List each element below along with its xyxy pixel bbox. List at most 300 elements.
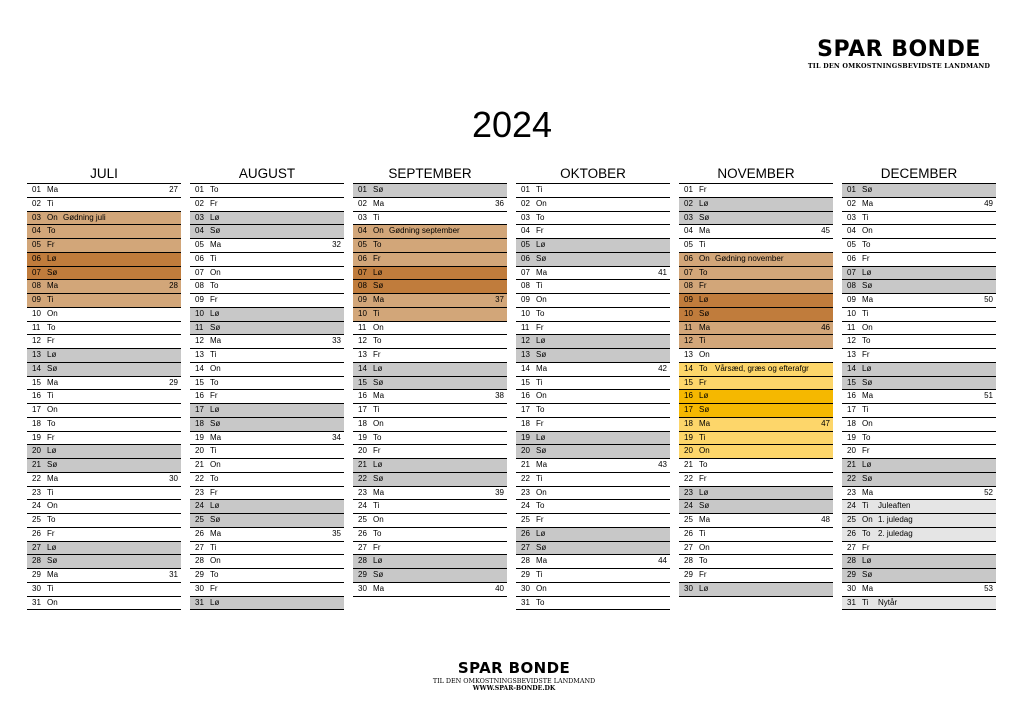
day-row [353,184,507,198]
weekday: Ma [373,487,385,497]
day-number: 15 [684,377,693,387]
day-row [842,487,996,501]
day-row [516,225,670,239]
weekday: Sø [373,185,384,194]
day-row [842,308,996,322]
day-row [516,514,670,528]
day-row [353,459,507,473]
day-row [27,473,181,487]
weekday: Sø [210,418,221,428]
day-row [353,335,507,349]
weekday: Lø [210,405,220,414]
day-number: 27 [32,542,41,552]
day-row [27,253,181,267]
day-number: 16 [32,391,41,401]
weekday: To [862,240,871,249]
weekday: Ma [699,322,711,332]
day-row [516,528,670,542]
day-number: 11 [521,322,530,332]
weekday: Ma [862,391,874,401]
weekday: Ma [862,487,874,497]
day-row [679,239,833,253]
day-row [516,569,670,583]
weekday: Ti [210,446,217,456]
day-row [679,212,833,226]
weekday: Sø [210,515,221,524]
day-number: 21 [32,460,41,469]
day-number: 15 [195,377,204,387]
day-row [679,432,833,446]
weekday: On [862,322,873,332]
day-row [190,555,344,569]
day-number: 01 [521,185,530,194]
day-row [190,445,344,459]
day-number: 22 [195,473,204,483]
day-row [27,404,181,418]
day-row [190,363,344,377]
day-row [516,363,670,377]
day-number: 09 [521,295,530,304]
weekday: Lø [536,528,546,538]
day-number: 07 [32,267,41,277]
day-row [353,404,507,418]
weekday: Ma [699,226,711,236]
weekday: Fr [210,487,218,497]
weekday: Ti [373,405,380,414]
day-row [27,514,181,528]
day-number: 16 [847,391,856,401]
day-number: 15 [847,377,856,387]
weekday: Fr [210,295,218,304]
weekday: On [210,267,221,277]
day-number: 01 [684,185,693,194]
weekday: Lø [536,240,546,249]
weekday: To [373,432,382,442]
day-number: 16 [521,391,530,401]
weekday: Ma [210,528,222,538]
day-row [353,225,507,239]
day-number: 29 [358,570,367,579]
day-row [27,569,181,583]
day-number: 28 [521,556,530,566]
day-number: 17 [358,405,367,414]
day-row [190,487,344,501]
day-row [516,597,670,611]
weekday: Ma [862,583,874,593]
day-number: 10 [32,308,41,318]
day-number: 18 [32,418,41,428]
weekday: Fr [862,253,870,263]
day-row [516,253,670,267]
month-column [353,165,507,597]
weekday: On [862,418,873,428]
month-title: NOVEMBER [717,166,795,181]
week-number: 28 [169,281,178,291]
day-number: 22 [32,473,41,483]
day-number: 05 [358,240,367,249]
day-row [27,445,181,459]
day-row [190,583,344,597]
day-row [516,322,670,336]
day-row [353,322,507,336]
weekday: Sø [47,267,58,277]
day-number: 09 [358,295,367,304]
weekday: Ma [536,363,548,373]
day-number: 11 [32,322,41,332]
weekday: Lø [373,267,383,277]
day-row [27,267,181,281]
weekday: To [862,432,871,442]
day-row [190,418,344,432]
day-row [842,473,996,487]
day-row [190,432,344,446]
weekday: On [210,460,221,469]
weekday: Ti [47,295,54,304]
day-row [842,198,996,212]
weekday: On [536,198,547,208]
day-number: 20 [195,446,204,456]
day-row [516,308,670,322]
weekday: Ti [373,501,380,511]
day-row [842,377,996,391]
weekday: Ma [536,460,548,469]
day-number: 23 [684,487,693,497]
weekday: Ti [536,281,543,291]
day-row [679,542,833,556]
day-row [190,404,344,418]
day-number: 24 [358,501,367,511]
day-row [353,569,507,583]
day-number: 01 [32,185,41,194]
day-number: 29 [195,570,204,579]
day-row [842,212,996,226]
weekday: Sø [536,542,547,552]
weekday: Ti [862,597,869,607]
weekday: Ma [47,281,59,291]
week-number: 41 [658,267,667,277]
day-number: 17 [847,405,856,414]
day-row [27,322,181,336]
day-row [353,432,507,446]
day-number: 03 [847,212,856,222]
weekday: Ma [699,418,711,428]
day-row [190,459,344,473]
day-row [190,294,344,308]
week-number: 38 [495,391,504,401]
day-row [842,280,996,294]
day-number: 12 [195,336,204,346]
week-number: 44 [658,556,667,566]
weekday: Ti [210,253,217,263]
header-logo [806,38,992,70]
day-row [353,377,507,391]
day-number: 12 [684,336,693,346]
day-number: 02 [358,198,367,208]
day-row [679,198,833,212]
day-row [353,198,507,212]
day-row [516,184,670,198]
day-number: 13 [521,350,530,359]
day-number: 04 [195,226,204,236]
day-number: 12 [32,336,41,346]
day-number: 28 [847,556,856,566]
weekday: Ti [536,473,543,483]
day-number: 08 [358,281,367,291]
day-row [842,184,996,198]
weekday: Sø [210,322,221,332]
day-number: 30 [32,583,41,593]
day-number: 03 [195,212,204,222]
week-number: 27 [169,185,178,194]
day-number: 16 [358,391,367,401]
day-row [516,487,670,501]
weekday: On [47,405,58,414]
day-number: 07 [195,267,204,277]
day-number: 06 [358,253,367,263]
day-row [679,404,833,418]
month-title: AUGUST [238,166,296,181]
day-number: 25 [684,515,693,524]
day-number: 09 [32,295,41,304]
day-number: 19 [32,432,41,442]
day-number: 21 [521,460,530,469]
day-number: 02 [684,198,693,208]
weekday: Fr [210,583,218,593]
weekday: Lø [862,363,872,373]
day-number: 05 [32,240,41,249]
day-row [679,583,833,597]
weekday: Fr [699,377,707,387]
day-row [842,459,996,473]
day-number: 28 [684,556,693,566]
day-number: 20 [684,446,693,456]
day-row [27,487,181,501]
weekday: Ma [47,473,59,483]
weekday: Fr [536,515,544,524]
day-note: 2. juledag [878,528,913,538]
day-number: 26 [847,528,856,538]
day-row [842,404,996,418]
week-number: 34 [332,432,341,442]
day-row [842,418,996,432]
day-row [353,583,507,597]
weekday: Ma [699,515,711,524]
day-row [27,349,181,363]
day-row [842,363,996,377]
day-number: 06 [684,253,693,263]
day-row [27,555,181,569]
day-row [27,239,181,253]
weekday: Fr [210,198,218,208]
day-note: 1. juledag [878,515,913,524]
weekday: Fr [47,528,55,538]
day-row [842,500,996,514]
day-row [27,294,181,308]
weekday: On [47,501,58,511]
weekday: Sø [862,377,873,387]
weekday: To [373,336,382,346]
month-column [842,165,996,610]
weekday: Ma [373,198,385,208]
day-row [353,542,507,556]
weekday: On [373,322,384,332]
day-number: 16 [195,391,204,401]
day-row [190,267,344,281]
weekday: Lø [210,501,220,511]
day-number: 04 [521,226,530,236]
day-number: 02 [195,198,204,208]
weekday: To [210,185,219,194]
weekday: Fr [373,253,381,263]
day-row [27,528,181,542]
day-row [353,253,507,267]
day-number: 05 [684,240,693,249]
day-number: 20 [32,446,41,456]
day-number: 24 [684,501,693,511]
weekday: Lø [862,267,872,277]
weekday: Ti [210,542,217,552]
weekday: Ma [373,295,385,304]
day-number: 26 [32,528,41,538]
month-column [27,165,181,610]
day-row [679,569,833,583]
day-row [27,459,181,473]
day-number: 21 [195,460,204,469]
day-number: 07 [684,267,693,277]
day-number: 15 [32,377,41,387]
day-number: 25 [521,515,530,524]
weekday: To [373,528,382,538]
weekday: To [210,377,219,387]
weekday: Sø [862,473,873,483]
day-row [27,225,181,239]
day-number: 20 [358,446,367,456]
week-number: 35 [332,528,341,538]
weekday: To [536,501,545,511]
week-number: 46 [821,322,830,332]
weekday: Sø [373,377,384,387]
day-row [842,569,996,583]
day-number: 25 [358,515,367,524]
day-row [27,280,181,294]
week-number: 51 [984,391,993,401]
day-number: 30 [358,583,367,593]
day-row [27,363,181,377]
day-row [679,555,833,569]
day-number: 28 [32,556,41,566]
day-number: 18 [521,418,530,428]
weekday: Sø [47,460,58,469]
weekday: Fr [536,418,544,428]
weekday: Ma [210,432,222,442]
weekday: On [373,418,384,428]
day-note: Juleaften [878,501,911,511]
day-number: 24 [195,501,204,511]
day-number: 19 [195,432,204,442]
day-row [190,500,344,514]
weekday: To [373,240,382,249]
day-row [27,500,181,514]
day-number: 02 [32,198,41,208]
weekday: Ma [210,240,222,249]
day-number: 18 [684,418,693,428]
day-number: 20 [521,446,530,456]
weekday: Sø [862,570,873,579]
day-number: 10 [847,308,856,318]
day-row [516,390,670,404]
footer-logo [420,660,608,693]
day-number: 30 [684,583,693,593]
day-number: 19 [847,432,856,442]
day-row [516,473,670,487]
day-number: 25 [32,515,41,524]
day-number: 08 [32,281,41,291]
day-number: 05 [847,240,856,249]
day-number: 12 [847,336,856,346]
day-list [353,183,507,597]
day-number: 03 [32,212,41,222]
weekday: To [862,336,871,346]
day-number: 24 [521,501,530,511]
weekday: On [699,350,710,359]
day-number: 11 [358,322,367,332]
weekday: Ma [47,377,59,387]
month-title: DECEMBER [880,166,958,181]
day-list [516,183,670,610]
week-number: 45 [821,226,830,236]
day-row [679,349,833,363]
day-row [679,294,833,308]
day-row [353,390,507,404]
day-note: Nytår [878,597,898,607]
day-number: 18 [195,418,204,428]
day-number: 17 [521,405,530,414]
day-number: 27 [195,542,204,552]
brand-tagline: TIL DEN OMKOSTNINGSBEVIDSTE LANDMAND [807,62,991,70]
weekday: Fr [373,446,381,456]
day-row [679,377,833,391]
weekday: Ma [536,267,548,277]
weekday: Lø [536,432,546,442]
day-row [679,363,833,377]
day-row [516,377,670,391]
weekday: Fr [699,281,707,291]
day-row [190,198,344,212]
day-list [842,183,996,610]
footer-tagline: TIL DEN OMKOSTNINGSBEVIDSTE LANDMAND [432,677,596,685]
day-row [27,390,181,404]
weekday: Sø [699,501,710,511]
day-row [516,459,670,473]
day-number: 22 [521,473,530,483]
day-row [190,184,344,198]
day-number: 05 [195,240,204,249]
weekday: Sø [47,556,58,566]
day-number: 06 [521,253,530,263]
weekday: Sø [536,350,547,359]
day-number: 07 [521,267,530,277]
weekday: On [536,487,547,497]
day-row [516,445,670,459]
day-row [679,184,833,198]
day-row [190,239,344,253]
footer-website[interactable]: WWW.SPAR-BONDE.DK [472,685,556,692]
day-number: 23 [521,487,530,497]
day-row [353,555,507,569]
day-number: 13 [684,350,693,359]
day-number: 21 [847,460,856,469]
weekday: On [536,295,547,304]
